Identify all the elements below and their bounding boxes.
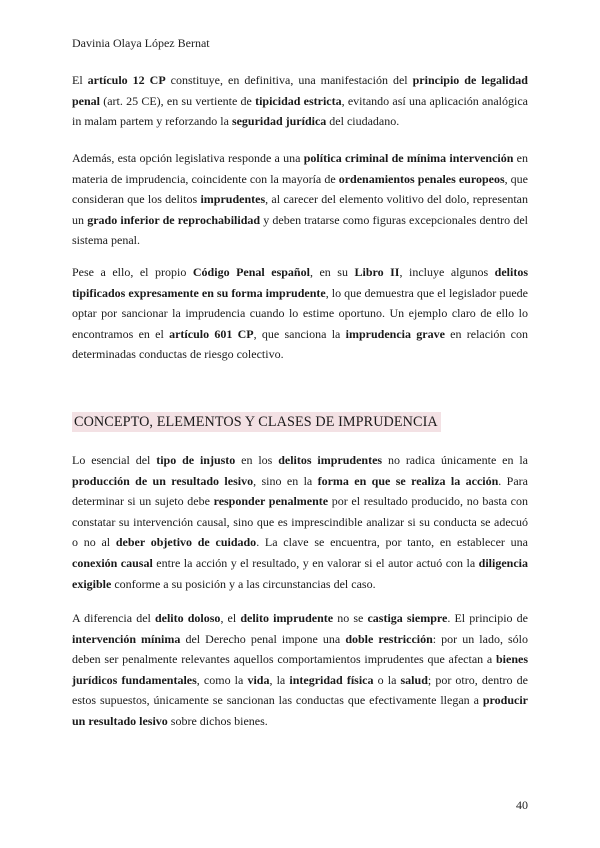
text-run: del ciudadano.	[326, 114, 400, 129]
paragraph-text	[72, 450, 528, 594]
bold-term: seguridad jurídica	[231, 114, 327, 129]
text-run: no radica únicamente en la	[382, 453, 528, 467]
text-run: , la	[269, 672, 290, 687]
text-run: , el	[220, 611, 241, 625]
text-run: El	[72, 73, 88, 87]
bold-term: artículo 12 CP	[87, 73, 166, 87]
bold-term: delitos tipificados expresamente en su forma imprudente	[72, 265, 529, 300]
bold-term: salud	[400, 672, 428, 687]
bold-term: delito doloso	[154, 611, 221, 625]
text-run: ; por otro, dentro de estos supuestos, únicamente se sancionan las conductas que efectivamente llegan a	[72, 672, 528, 708]
text-run: , al carecer del elemento volitivo del dolo, representan un	[72, 192, 528, 227]
text-run: , como la	[196, 672, 248, 687]
text-run: en relación con determinadas conductas de riesgo colectivo.	[72, 326, 528, 362]
text-run: . Para determinar si un sujeto debe	[72, 473, 528, 509]
bold-term: principio de legalidad penal	[72, 73, 528, 108]
text-run: por el resultado producido, no basta con constatar su intervención causal, sino que es imprescindible analizar si su conducta se adecuó o no al	[72, 494, 528, 550]
bold-term: diligencia exigible	[72, 555, 529, 591]
text-run: : por un lado, sólo deben ser penalmente relevantes aquellos comportamientos imprudentes que afectan a	[72, 631, 528, 667]
bold-term: tipicidad estricta	[255, 93, 342, 108]
bold-term: bienes jurídicos fundamentales	[72, 652, 528, 687]
bold-term: conexión causal	[72, 555, 153, 570]
text-run: . El principio de	[447, 611, 528, 625]
text-run: o la	[373, 672, 401, 687]
text-run: en materia de imprudencia, coincidente con la mayoría de	[72, 151, 529, 186]
bold-term: producir un resultado lesivo	[72, 693, 528, 728]
text-run: no se	[333, 611, 368, 625]
text-run: (art. 25 CE), en su vertiente de	[100, 93, 256, 108]
bold-term: castiga siempre	[367, 611, 448, 625]
bold-term: integridad física	[289, 672, 374, 687]
bold-term: grado inferior de reprochabilidad	[87, 212, 261, 227]
paragraph-penal-code	[72, 262, 528, 365]
text-run: Pese a ello, el propio	[72, 265, 193, 279]
text-run: Lo esencial del	[72, 453, 157, 467]
paragraph-doloso-difference	[72, 608, 528, 732]
text-run: sobre dichos bienes.	[167, 713, 268, 728]
bold-term: forma en que se realiza la acción	[317, 473, 499, 488]
bold-term: política criminal de mínima intervención	[303, 151, 514, 165]
paragraph-text	[72, 262, 528, 365]
text-run: y deben tratarse como figuras excepcionales dentro del sistema penal.	[72, 212, 529, 248]
bold-term: responder penalmente	[213, 494, 329, 509]
text-run: , sino en la	[253, 473, 318, 488]
text-run: constituye, en definitiva, una manifestación del	[165, 73, 413, 87]
text-run: , lo que demuestra que el legislador puede optar por sancionar la imprudencia cuando lo estime oportuno. Un ejemplo claro de ello lo encontramos en el	[72, 285, 528, 341]
text-run: , que consideran que los delitos	[72, 171, 529, 207]
text-run: , evitando así una aplicación analógica in malam partem y reforzando la	[72, 93, 528, 129]
text-run: Además, esta opción legislativa responde a una	[72, 151, 304, 165]
bold-term: artículo 601 CP	[169, 326, 254, 341]
text-run: del Derecho penal impone una	[180, 631, 346, 646]
bold-term: Libro II	[354, 265, 400, 279]
paragraph-text	[72, 148, 528, 251]
text-run: , en su	[309, 265, 355, 279]
bold-term: imprudencia grave	[345, 326, 445, 341]
paragraph-legality-principle	[72, 70, 528, 132]
text-run: , que sanciona la	[253, 326, 346, 341]
paragraph-text	[72, 608, 528, 732]
text-run: entre la acción y el resultado, y en valorar si el autor actuó con la	[152, 555, 479, 570]
text-run: A diferencia del	[72, 611, 155, 625]
section-heading: CONCEPTO, ELEMENTOS Y CLASES DE IMPRUDENCIA	[72, 412, 441, 432]
bold-term: vida	[247, 672, 270, 687]
bold-term: imprudentes	[200, 192, 266, 207]
page-number: 40	[516, 798, 528, 812]
bold-term: deber objetivo de cuidado	[115, 535, 257, 550]
bold-term: intervención mínima	[72, 631, 181, 646]
bold-term: delito imprudente	[240, 611, 334, 625]
paragraph-text	[72, 70, 528, 132]
text-run: , incluye algunos	[399, 265, 495, 279]
text-run: en los	[235, 453, 279, 467]
bold-term: tipo de injusto	[156, 453, 236, 467]
paragraph-minimal-intervention	[72, 148, 528, 251]
bold-term: ordenamientos penales europeos	[338, 171, 505, 186]
text-run: conforme a su posición y a las circunstancias del caso.	[111, 576, 376, 591]
text-run: . La clave se encuentra, por tanto, en establecer una	[256, 535, 528, 550]
running-header: Davinia Olaya López Bernat	[72, 36, 210, 50]
bold-term: doble restricción	[345, 631, 433, 646]
bold-term: producción de un resultado lesivo	[72, 473, 254, 488]
bold-term: Código Penal español	[192, 265, 310, 279]
paragraph-injustice-type	[72, 450, 528, 594]
bold-term: delitos imprudentes	[278, 453, 383, 467]
